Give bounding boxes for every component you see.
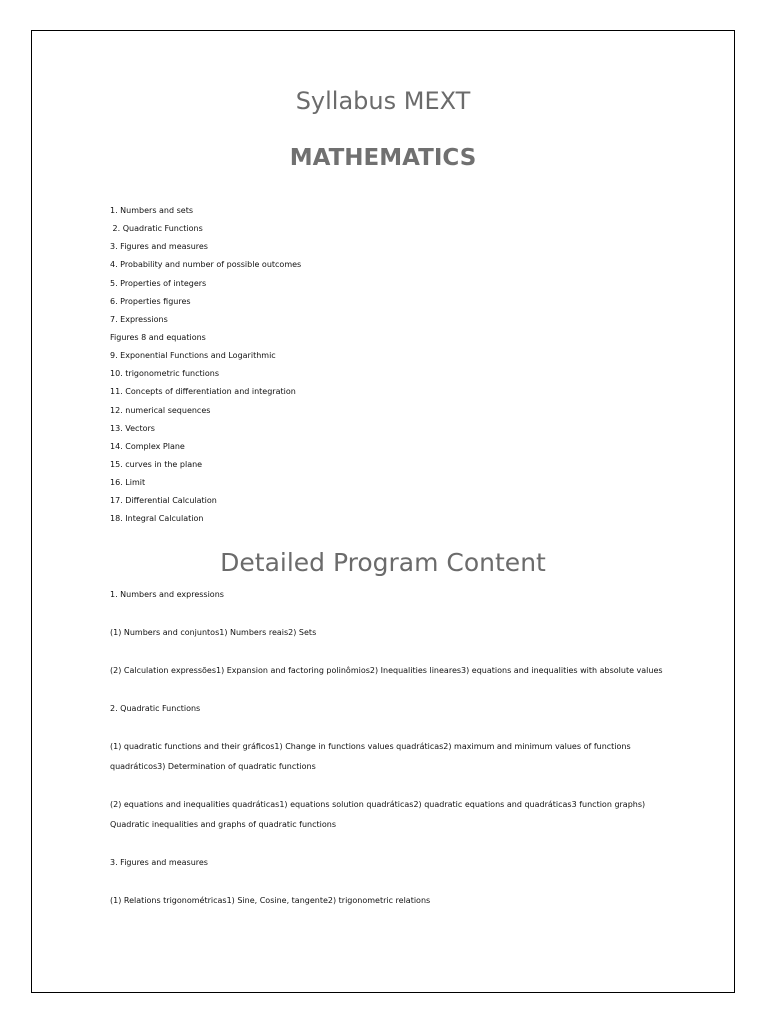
topic-item: 15. curves in the plane	[110, 459, 203, 469]
content-paragraph: (1) Numbers and conjuntos1) Numbers reais2) Sets	[110, 628, 317, 637]
document-title: Syllabus MEXT	[295, 87, 471, 115]
topic-item: 11. Concepts of differentiation and integration	[110, 387, 296, 397]
topic-item: 3. Figures and measures	[110, 242, 208, 252]
content-paragraph: (1) Relations trigonométricas1) Sine, Cosine, tangente2) trigonometric relations	[110, 896, 431, 905]
topic-item: 7. Expressions	[110, 314, 168, 324]
topic-item: 16. Limit	[110, 478, 146, 488]
content-paragraph: 1. Numbers and expressions	[110, 590, 224, 599]
topic-item: 10. trigonometric functions	[110, 369, 220, 379]
topic-item: 14. Complex Plane	[110, 441, 185, 451]
topic-item: 5. Properties of integers	[110, 278, 207, 288]
topic-item: Figures 8 and equations	[110, 332, 206, 342]
document-page	[31, 30, 735, 993]
topic-item: 2. Quadratic Functions	[110, 224, 203, 234]
content-paragraph: (2) Calculation expressões1) Expansion and factoring polinômios2) Inequalities lineares3) equations and inequalities with absolute values	[110, 666, 663, 675]
content-paragraph: 3. Figures and measures	[110, 858, 208, 867]
content-paragraph: (2) equations and inequalities quadráticas1) equations solution quadráticas2) quadratic equations and quadráticas3 function graphs) Quadratic inequalities and graphs of quadratic functions	[110, 800, 646, 829]
topic-item: 17. Differential Calculation	[110, 496, 217, 506]
topic-item: 4. Probability and number of possible outcomes	[110, 260, 302, 270]
topic-item: 18. Integral Calculation	[110, 514, 204, 524]
content-paragraph: (1) quadratic functions and their gráficos1) Change in functions values quadráticas2) maximum and minimum values of functions quadráticos3) Determination of quadratic functions	[110, 742, 631, 771]
content-paragraph: 2. Quadratic Functions	[110, 704, 201, 713]
topic-item: 1. Numbers and sets	[110, 206, 194, 215]
section-title: Detailed Program Content	[220, 548, 546, 577]
topic-item: 13. Vectors	[110, 423, 155, 433]
subject-title: MATHEMATICS	[289, 145, 477, 171]
topic-item: 9. Exponential Functions and Logarithmic	[110, 351, 276, 361]
topic-item: 12. numerical sequences	[110, 405, 211, 415]
topic-item: 6. Properties figures	[110, 296, 191, 306]
program-content	[110, 585, 670, 911]
topic-list	[110, 202, 301, 529]
